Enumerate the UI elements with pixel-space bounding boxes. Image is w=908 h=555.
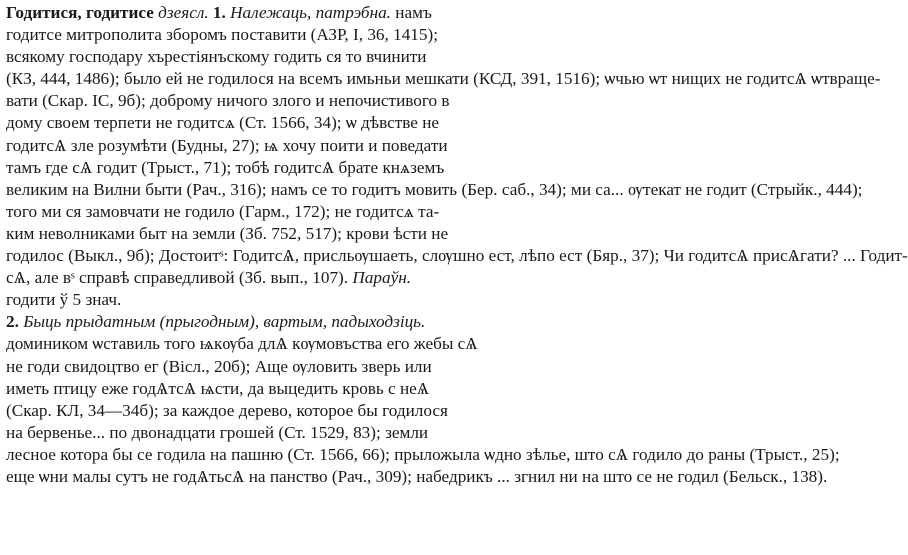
entry-line: вати (Скар. IС, 9б); доброму ничого злого и непочистивого в (6, 91, 450, 111)
entry-line: того ми ся замовчати не годило (Гарм., 172); не годитсѧ та- (6, 201, 440, 221)
entry-line: лесное котора бы се годила на пашню (Ст. 1566, 66); прыложыла ѡдно зѣлье, што сѦ годило до раны (Трыст., 25); (6, 444, 840, 464)
entry-line: на бервенье... по двонадцати грошей (Ст. 1529, 83); земли (6, 422, 429, 442)
sense-2-gloss: Быць прыдатным (прыгодным), вартым, падыходзіць. (23, 312, 426, 332)
line-text: сѦ, але вˢ справѣ справедливой (Зб. вып., 107). (6, 268, 349, 288)
entry-line: годилос (Выкл., 9б); Достоитˢ: ГодитсѦ, присльѹшаеть, слѹшно ест, лѣпо ест (Бяр., 37); Чи годитсѦ присѦгати? ... Годит- (6, 246, 908, 266)
entry-line (6, 267, 588, 289)
entry-line: всякому господару хърестіянъскому годить ся то вчинити (6, 47, 427, 67)
headword: Годитися, годитисе (6, 3, 154, 22)
cross-reference: Параўн. (352, 268, 412, 288)
sense-1-number: 1. (212, 3, 226, 22)
entry-line: годитсе митрополита зборомъ поставити (АЗР, I, 36, 1415); (6, 25, 438, 45)
entry-line: домиником ѡставиль того ѩкѹба длѦ кѹмовъства его жебы сѦ (6, 334, 478, 354)
line-text: намъ (395, 3, 432, 22)
entry-line: великим на Вилни быти (Рач., 316); намъ се то годитъ мовить (Бер. саб., 34); ми са... ѹтекат не годит (Стрыйк., 444); (6, 179, 863, 199)
entry-line: иметь птицу еже годѦтсѦ ѩсти, да выцедить кровь с неѦ (6, 378, 430, 398)
sense-1-gloss: Належаць, патрэбна. (230, 3, 391, 22)
entry-line: (КЗ, 444, 1486); было ей не годилося на всемъ имьньи мешкати (КСД, 391, 1516); ѡчью ѡт нищих не годитсѦ ѡтвраще- (6, 69, 881, 89)
entry-line: не годи свидоцтво ег (Вісл., 20б); Аще ѹловить зверь или (6, 356, 432, 376)
entry-line: тамъ где сѦ годит (Трыст., 71); тобѣ годитсѦ брате кнѧземъ (6, 157, 445, 177)
entry-line-1 (6, 2, 588, 24)
sense-2-number: 2. (6, 312, 19, 332)
entry-line: еще ѡни малы сутъ не годѦтьсѦ на панство (Рач., 309); набедрикъ ... згнил ни на што се не годил (Бельск., 138). (6, 466, 828, 486)
entry-line: годитсѦ зле розумѣти (Будны, 27); ѩ хочу поити и поведати (6, 135, 448, 155)
entry-line: дому своем терпети не годитсѧ (Ст. 1566, 34); ѡ дѣвстве не (6, 113, 440, 133)
entry-line: (Скар. КЛ, 34—34б); за каждое дерево, которое бы годилося (6, 400, 448, 420)
part-of-speech: дзеясл. (158, 3, 209, 22)
entry-line (6, 488, 588, 510)
entry-line: годити ў 5 знач. (6, 290, 122, 310)
sense-2-heading (6, 311, 588, 333)
entry-line: ким неволниками быт на земли (Зб. 752, 517); крови ѣсти не (6, 223, 449, 243)
